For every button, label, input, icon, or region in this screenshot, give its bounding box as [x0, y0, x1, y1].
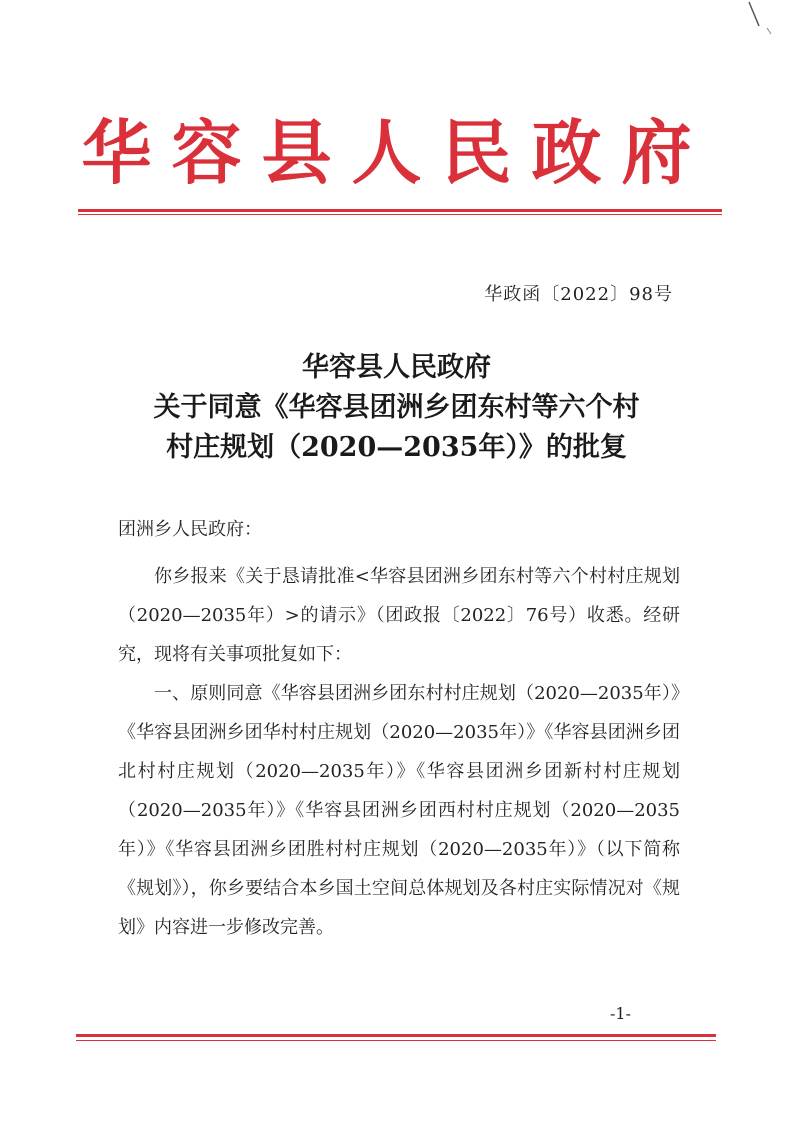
title-line-2: 关于同意《华容县团洲乡团东村等六个村 [153, 392, 640, 423]
letterhead-rule-thick [78, 209, 722, 212]
letterhead-rule-thin [78, 214, 722, 215]
page-number: -1- [610, 1004, 631, 1023]
salutation: 团洲乡人民政府： [118, 519, 262, 540]
title-line-3: 村庄规划（2020—2035年）》的批复 [166, 432, 627, 463]
letterhead-title: 华容县人民政府 [81, 111, 712, 194]
document-number: 华政函〔2022〕98号 [484, 284, 673, 305]
document-body [118, 510, 680, 947]
footer-rule-thick [76, 1034, 716, 1037]
document-title [60, 348, 733, 468]
footer-rule-thin [76, 1040, 716, 1041]
paragraph-2: 一、原则同意《华容县团洲乡团东村村庄规划（2020—2035年）》《华容县团洲乡团华村村庄规划（2020—2035年）》《华容县团洲乡团北村村庄规划（2020—2035年）》《华容县团洲乡团新村村庄规划（2020—2035年）》《华容县团洲乡团西村村庄规划（2020—2035年）》《华容县团洲乡团胜村村庄规划（2020—2035年）》（以下简称《规划》），你乡要结合本乡国土空间总体规划及各村庄实际情况对《规划》内容进一步修改完善。 [118, 683, 680, 938]
paragraph-1: 你乡报来《关于恳请批准<华容县团洲乡团东村等六个村村庄规划（2020—2035年）>的请示》（团政报〔2022〕76号）收悉。经研究，现将有关事项批复如下： [118, 566, 680, 665]
scan-mark [745, 0, 775, 40]
title-line-1: 华容县人民政府 [302, 352, 491, 383]
